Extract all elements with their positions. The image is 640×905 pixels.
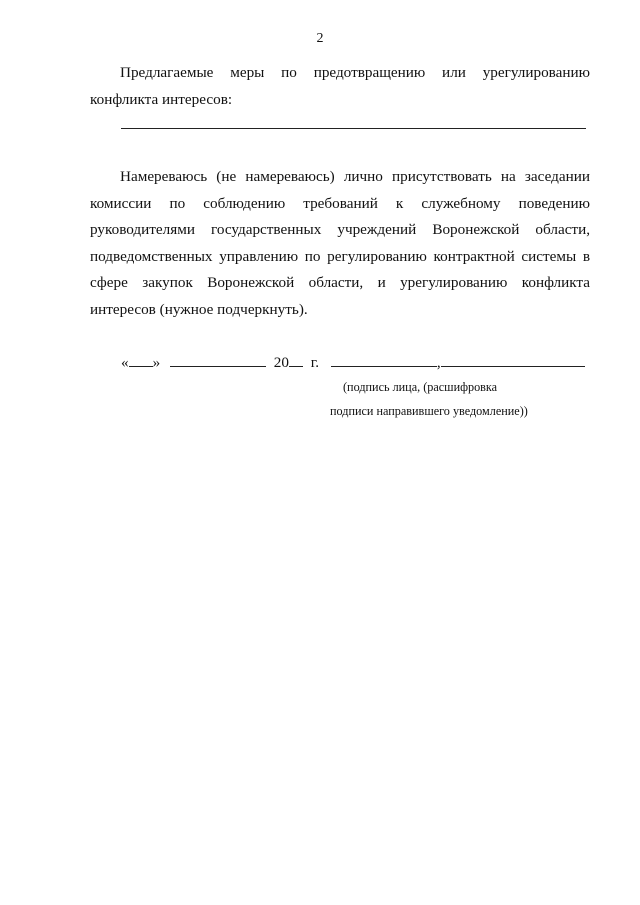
year-fill-line [289, 352, 303, 367]
year-suffix: г. [310, 354, 320, 371]
year-prefix: 20 [273, 354, 289, 371]
day-open-quote: « [121, 354, 129, 371]
signature-comma: , [436, 354, 441, 371]
day-fill-line [129, 352, 153, 367]
name-decoding-fill-line [441, 352, 585, 367]
signature-caption-line-1: (подпись лица, (расшифровка [343, 380, 498, 394]
page-number: 2 [316, 31, 324, 46]
signature-caption-line-2: подписи направившего уведомление)) [330, 404, 528, 418]
proposed-measures-line-1: Предлагаемые меры по предотвращению или урегулированию [120, 64, 590, 81]
signature-fill-line [331, 352, 437, 367]
date-signature-row [121, 352, 585, 373]
month-fill-line [170, 352, 266, 367]
day-close-quote: » [152, 354, 161, 371]
answer-fill-line [121, 128, 586, 129]
proposed-measures-line-2: конфликта интересов: [90, 90, 233, 108]
attendance-intent-paragraph: Намереваюсь (не намереваюсь) лично присутствовать на заседании комиссии по соблюдению требований к служебному поведению руководителями государственных учреждений Воронежской области, подведомственных управлению по регулированию контрактной системы в сфере закупок Воронежской области, и урегулированию конфликта интересов (нужное подчеркнуть). [90, 168, 590, 318]
proposed-measures-paragraph [90, 60, 590, 113]
